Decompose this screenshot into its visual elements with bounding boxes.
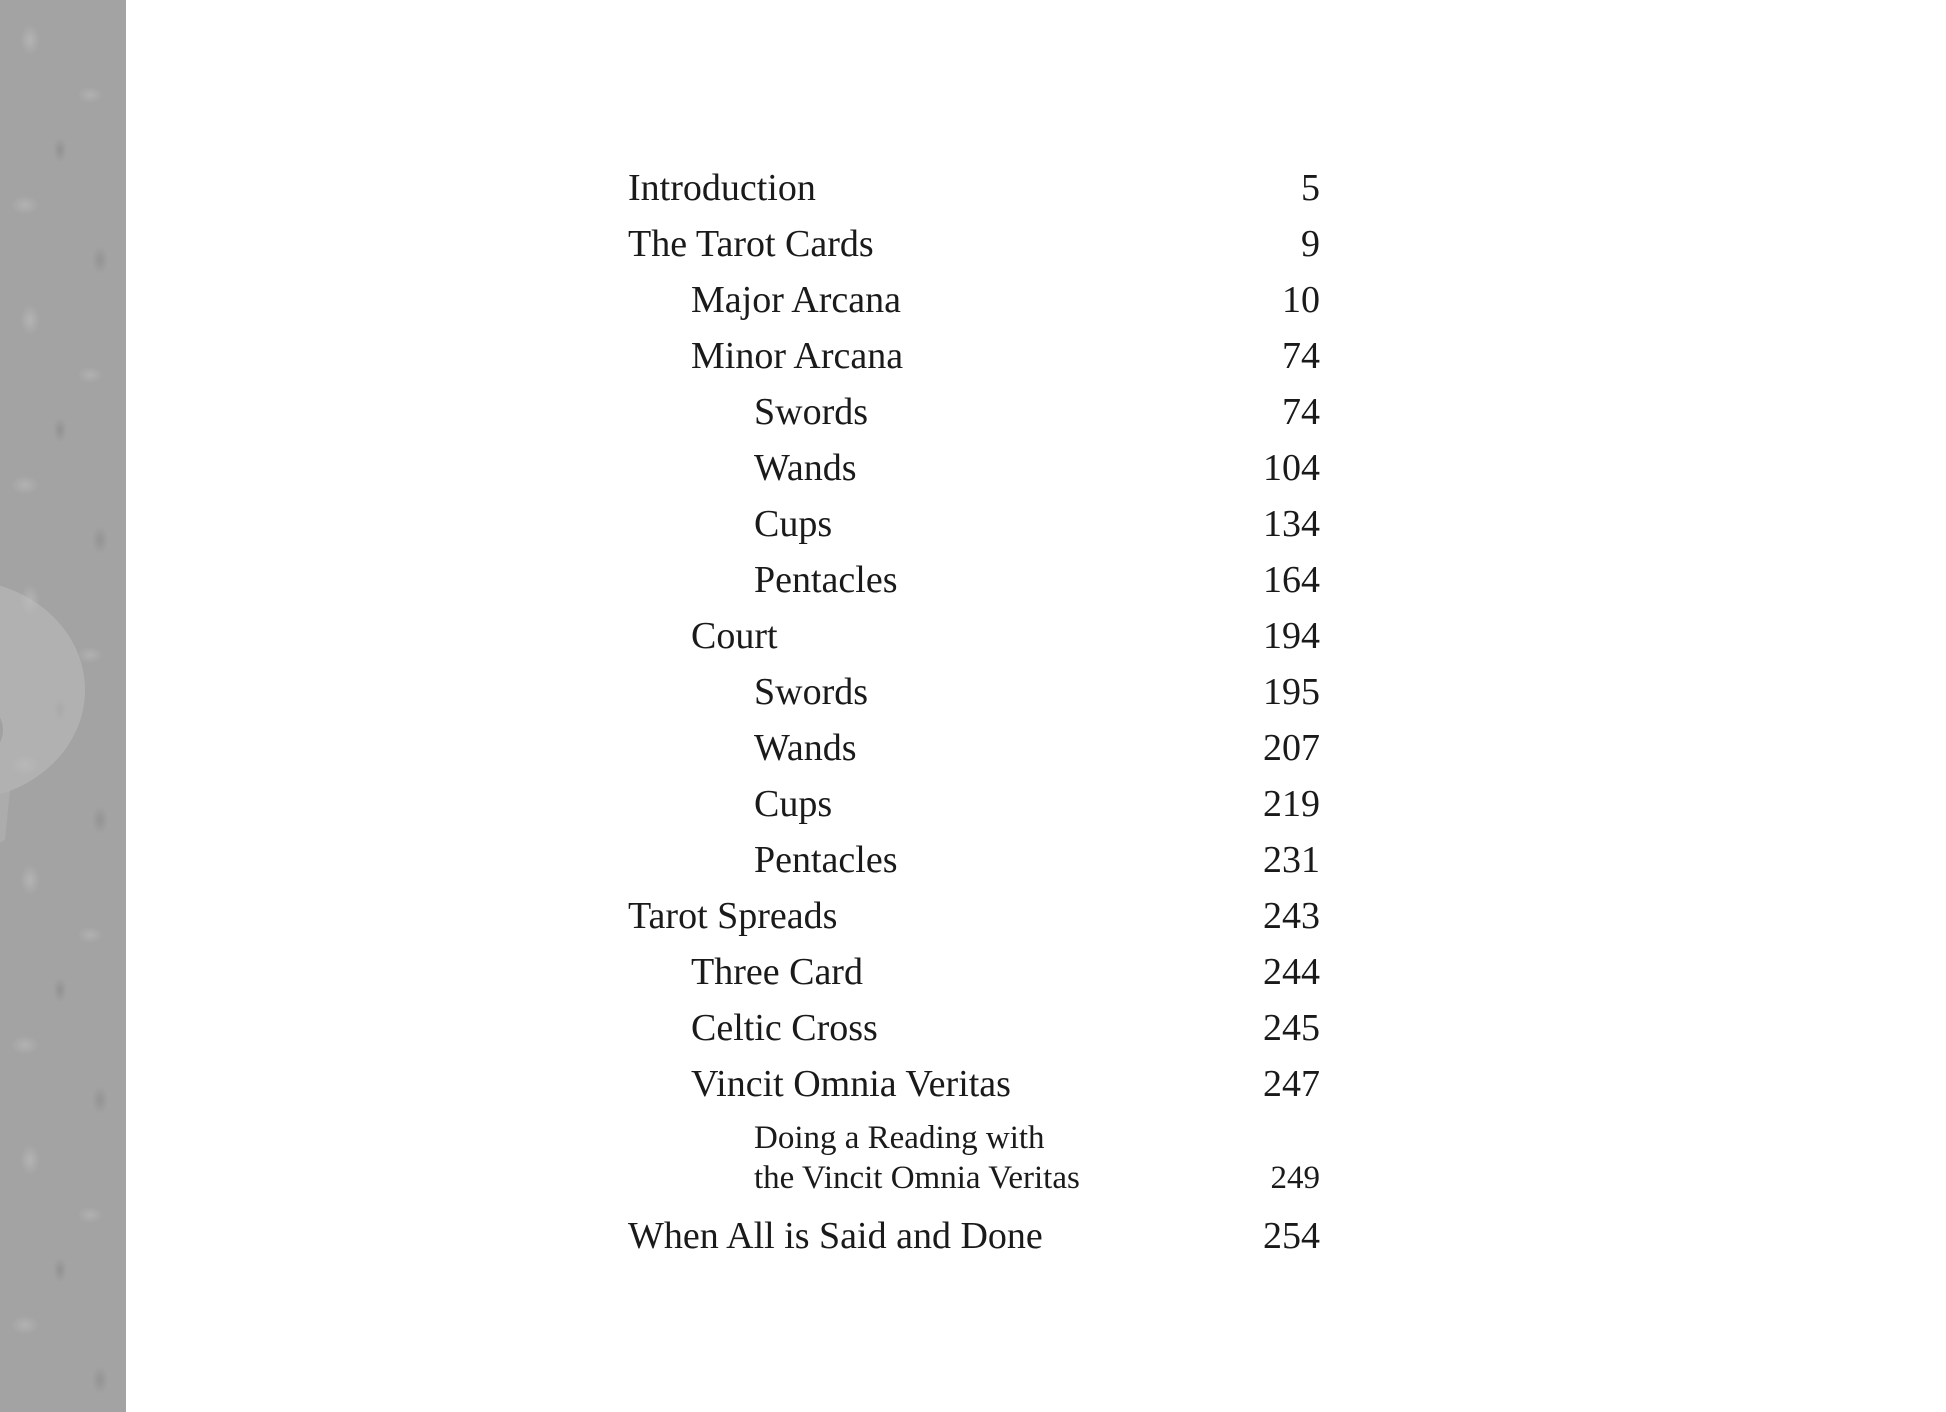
toc-entry-page-number: 9 bbox=[1301, 223, 1320, 265]
toc-entry-title: Wands bbox=[754, 727, 857, 769]
toc-entry-page-number: 104 bbox=[1263, 447, 1320, 489]
toc-entry-title: When All is Said and Done bbox=[628, 1215, 1043, 1257]
toc-entry-title: Introduction bbox=[628, 167, 816, 209]
toc-entry-title-line: Doing a Reading with bbox=[754, 1120, 1045, 1156]
toc-entry-minor-cups[interactable] bbox=[628, 496, 1320, 552]
toc-entry-page-number: 164 bbox=[1263, 559, 1320, 601]
toc-entry-page-number: 249 bbox=[1270, 1160, 1320, 1196]
toc-entry-page-number: 195 bbox=[1263, 671, 1320, 713]
toc-entry-tarot-spreads[interactable] bbox=[628, 888, 1320, 944]
toc-entry-page-number: 247 bbox=[1263, 1063, 1320, 1105]
table-of-contents bbox=[628, 160, 1320, 1264]
toc-entry-page-number: 231 bbox=[1263, 839, 1320, 881]
toc-entry-the-tarot-cards[interactable] bbox=[628, 216, 1320, 272]
toc-entry-page-number: 74 bbox=[1282, 335, 1320, 377]
toc-entry-title: Pentacles bbox=[754, 559, 898, 601]
toc-entry-page-number: 207 bbox=[1263, 727, 1320, 769]
toc-entry-vincit-omnia-veritas[interactable] bbox=[628, 1056, 1320, 1112]
toc-entry-title: Swords bbox=[754, 391, 869, 433]
toc-entry-page-number: 254 bbox=[1263, 1215, 1320, 1257]
toc-entry-page-number: 219 bbox=[1263, 783, 1320, 825]
toc-entry-minor-wands[interactable] bbox=[628, 440, 1320, 496]
toc-entry-minor-pentacles[interactable] bbox=[628, 552, 1320, 608]
toc-entry-title: Swords bbox=[754, 671, 869, 713]
toc-entry-when-all-is-said-and-done[interactable] bbox=[628, 1208, 1320, 1264]
toc-entry-court-cups[interactable] bbox=[628, 776, 1320, 832]
toc-entry-title: Tarot Spreads bbox=[628, 895, 838, 937]
toc-entry-introduction[interactable] bbox=[628, 160, 1320, 216]
toc-entry-page-number: 243 bbox=[1263, 895, 1320, 937]
decorative-side-band bbox=[0, 0, 126, 1412]
toc-entry-court-swords[interactable] bbox=[628, 664, 1320, 720]
toc-entry-title-line: the Vincit Omnia Veritas bbox=[754, 1160, 1080, 1196]
toc-entry-title: Major Arcana bbox=[691, 279, 901, 321]
toc-entry-page-number: 245 bbox=[1263, 1007, 1320, 1049]
toc-entry-three-card[interactable] bbox=[628, 944, 1320, 1000]
toc-entry-title bbox=[754, 1118, 1080, 1198]
toc-entry-court[interactable] bbox=[628, 608, 1320, 664]
toc-entry-title: Minor Arcana bbox=[691, 335, 904, 377]
toc-entry-title: Cups bbox=[754, 783, 833, 825]
toc-entry-minor-arcana[interactable] bbox=[628, 328, 1320, 384]
toc-entry-title: Wands bbox=[754, 447, 857, 489]
toc-entry-court-wands[interactable] bbox=[628, 720, 1320, 776]
toc-entry-doing-a-reading[interactable] bbox=[628, 1112, 1320, 1208]
toc-entry-title: Pentacles bbox=[754, 839, 898, 881]
skull-illustration bbox=[0, 580, 90, 880]
toc-entry-title: Vincit Omnia Veritas bbox=[691, 1063, 1011, 1105]
toc-entry-page-number: 5 bbox=[1301, 167, 1320, 209]
toc-entry-page-number: 10 bbox=[1282, 279, 1320, 321]
toc-entry-title: The Tarot Cards bbox=[628, 223, 874, 265]
toc-entry-page-number: 194 bbox=[1263, 615, 1320, 657]
toc-entry-title: Court bbox=[691, 615, 778, 657]
toc-entry-title: Celtic Cross bbox=[691, 1007, 878, 1049]
toc-entry-court-pentacles[interactable] bbox=[628, 832, 1320, 888]
toc-entry-title: Three Card bbox=[691, 951, 863, 993]
toc-entry-celtic-cross[interactable] bbox=[628, 1000, 1320, 1056]
toc-entry-title: Cups bbox=[754, 503, 833, 545]
toc-entry-page-number: 134 bbox=[1263, 503, 1320, 545]
toc-entry-minor-swords[interactable] bbox=[628, 384, 1320, 440]
toc-entry-major-arcana[interactable] bbox=[628, 272, 1320, 328]
toc-entry-page-number: 244 bbox=[1263, 951, 1320, 993]
toc-entry-page-number: 74 bbox=[1282, 391, 1320, 433]
